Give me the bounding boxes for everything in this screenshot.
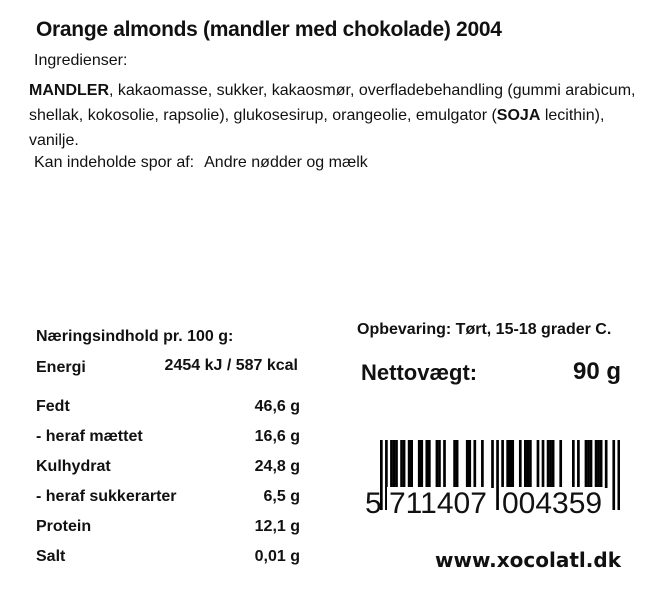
nutrition-value-energy: 2454 kJ / 587 kcal	[164, 357, 298, 374]
barcode-first-digit: 5	[365, 487, 382, 520]
ingredients-heading: Ingredienser:	[34, 52, 128, 69]
barcode-bar	[408, 440, 411, 488]
barcode-bar	[511, 440, 514, 488]
nutrition-label-sugars: - heraf sukkerarter	[36, 488, 177, 505]
barcode-bar	[425, 440, 428, 488]
ingredients-part4: lecithin), vanilje.	[29, 107, 605, 149]
barcode-bar	[600, 440, 603, 488]
trace-value: Andre nødder og mælk	[204, 154, 368, 171]
ingredients-part2: , kakaomasse, sukker, kakaosmør, overfladebehandling (gummi arabicum, shellak, kokosolie, rapsolie), glukosesirup, orangeolie, emulgator (	[29, 82, 636, 124]
barcode-bar	[527, 440, 530, 488]
nutrition-label-carbs: Kulhydrat	[36, 458, 111, 475]
barcode-bar	[428, 440, 431, 488]
nutrition-value-protein: 12,1 g	[254, 518, 300, 535]
allergen-almonds: MANDLER	[29, 82, 109, 99]
barcode-bar	[509, 440, 512, 488]
barcode-bar	[577, 440, 580, 488]
product-title: Orange almonds (mandler med chokolade) 2004	[36, 18, 502, 41]
barcode-bar	[506, 440, 509, 488]
barcode-bar	[597, 440, 600, 488]
barcode-bar	[390, 440, 393, 488]
barcode-bar	[420, 440, 423, 488]
barcode-bar	[438, 440, 441, 488]
barcode-bar	[595, 440, 598, 488]
net-weight-value: 90 g	[572, 358, 621, 385]
barcode-bar	[403, 440, 406, 488]
barcode-bar	[587, 440, 590, 488]
barcode-bar	[418, 440, 421, 488]
barcode-bar	[400, 440, 403, 488]
barcode-bar	[547, 440, 550, 488]
barcode-bar	[466, 440, 469, 488]
nutrition-value-fat: 46,6 g	[254, 398, 300, 415]
trace-warning	[34, 154, 368, 172]
barcode-bar	[585, 440, 588, 488]
barcode-right-digits: 004359	[502, 487, 603, 520]
barcode-bar	[617, 440, 620, 510]
barcode-bar	[612, 440, 615, 510]
barcode-bar	[393, 440, 396, 488]
barcode-bar	[605, 440, 608, 488]
barcode-bar	[395, 440, 398, 488]
barcode-bar	[519, 440, 522, 488]
storage-info: Opbevaring: Tørt, 15-18 grader C.	[357, 321, 612, 338]
barcode-bar	[542, 440, 545, 488]
allergen-soy: SOJA	[496, 107, 541, 124]
barcode-bar	[410, 440, 413, 488]
barcode-bar	[552, 440, 555, 488]
barcode-bar	[453, 440, 456, 488]
barcode-bar	[443, 440, 446, 488]
nutrition-label-saturated: - heraf mættet	[36, 428, 143, 445]
barcode-bar	[468, 440, 471, 488]
barcode-left-digits: 711407	[389, 487, 487, 520]
barcode-bar	[529, 440, 532, 488]
nutrition-value-saturated: 16,6 g	[254, 428, 300, 445]
nutrition-label-salt: Salt	[36, 548, 66, 565]
barcode-bar	[549, 440, 552, 488]
barcode-bar	[456, 440, 459, 488]
net-weight-label: Nettovægt:	[361, 360, 478, 385]
nutrition-value-carbs: 24,8 g	[254, 458, 300, 475]
nutrition-label-energy: Energi	[36, 359, 86, 376]
barcode-bar	[436, 440, 439, 488]
nutrition-value-sugars: 6,5 g	[263, 488, 300, 505]
barcode-bar	[590, 440, 593, 488]
nutrition-label-protein: Protein	[36, 518, 92, 535]
barcode-bar	[496, 440, 499, 510]
website-url: www.xocolatl.dk	[435, 548, 621, 572]
barcode-bar	[572, 440, 575, 488]
ingredients-text	[29, 78, 639, 153]
barcode-bar	[537, 440, 540, 488]
nutrition-label-fat: Fedt	[36, 398, 70, 415]
barcode-bar	[559, 440, 562, 488]
barcode-bar	[491, 440, 494, 488]
trace-label: Kan indeholde spor af:	[34, 154, 195, 171]
nutrition-title: Næringsindhold pr. 100 g:	[36, 328, 234, 345]
barcode-bar	[473, 440, 476, 488]
barcode-bar	[524, 440, 527, 488]
barcode-bar	[481, 440, 484, 488]
nutrition-value-salt: 0,01 g	[254, 548, 300, 565]
